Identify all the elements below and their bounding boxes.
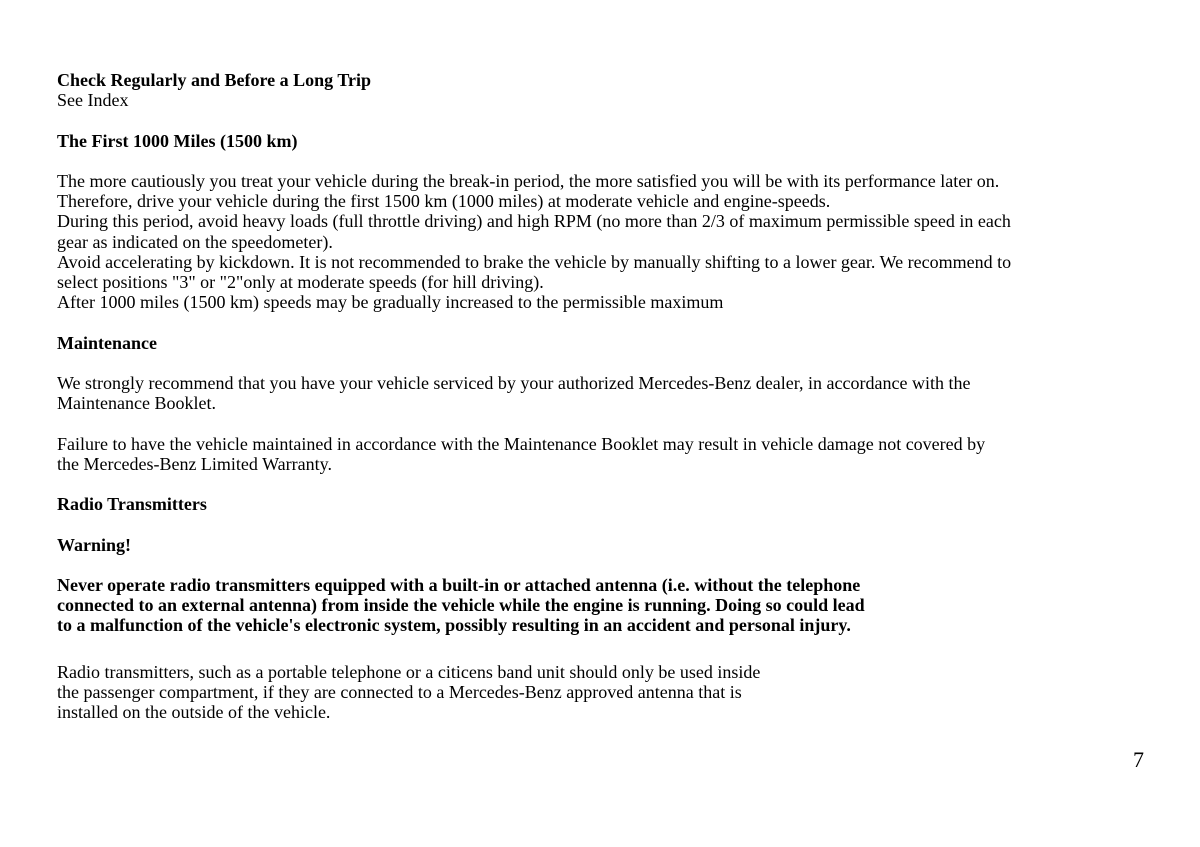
first-miles-line: gear as indicated on the speedometer). (57, 231, 333, 252)
maintenance-line: We strongly recommend that you have your vehicle serviced by your authorized Mercedes-Benz dealer, in accordance with the (57, 372, 971, 393)
radio-text-line: the passenger compartment, if they are connected to a Mercedes-Benz approved antenna that is (57, 681, 742, 702)
radio-text-line: Radio transmitters, such as a portable telephone or a citicens band unit should only be used inside (57, 661, 761, 682)
first-miles-line: After 1000 miles (1500 km) speeds may be gradually increased to the permissible maximum (57, 292, 724, 313)
section-heading-maintenance: Maintenance (57, 332, 157, 353)
section-heading-radio: Radio Transmitters (57, 494, 207, 515)
maintenance-line: the Mercedes-Benz Limited Warranty. (57, 453, 332, 474)
warning-line: connected to an external antenna) from inside the vehicle while the engine is running. Doing so could lead (57, 595, 865, 616)
first-miles-line: Therefore, drive your vehicle during the first 1500 km (1000 miles) at moderate vehicle and engine-speeds. (57, 191, 831, 212)
section-heading-check: Check Regularly and Before a Long Trip (57, 70, 372, 90)
radio-text-line: installed on the outside of the vehicle. (57, 701, 331, 722)
warning-heading: Warning! (57, 534, 132, 555)
document-page (57, 70, 1147, 722)
page-number: 7 (1133, 747, 1144, 772)
first-miles-line: select positions "3" or "2"only at moderate speeds (for hill driving). (57, 272, 544, 292)
section-text-check: See Index (57, 90, 129, 111)
first-miles-line: Avoid accelerating by kickdown. It is not recommended to brake the vehicle by manually shifting to a lower gear. We recommend to (57, 251, 1012, 272)
first-miles-line: During this period, avoid heavy loads (full throttle driving) and high RPM (no more than 2/3 of maximum permissible speed in each (57, 211, 1011, 232)
warning-line: Never operate radio transmitters equipped with a built-in or attached antenna (i.e. without the telephone (57, 574, 861, 595)
warning-line: to a malfunction of the vehicle's electronic system, possibly resulting in an accident and personal injury. (57, 615, 851, 636)
first-miles-line: The more cautiously you treat your vehicle during the break-in period, the more satisfied you will be with its performance later on. (57, 170, 1000, 191)
maintenance-line: Failure to have the vehicle maintained in accordance with the Maintenance Booklet may result in vehicle damage not covered by (57, 433, 986, 454)
maintenance-line: Maintenance Booklet. (57, 393, 216, 414)
section-heading-first-miles: The First 1000 Miles (1500 km) (57, 130, 298, 151)
